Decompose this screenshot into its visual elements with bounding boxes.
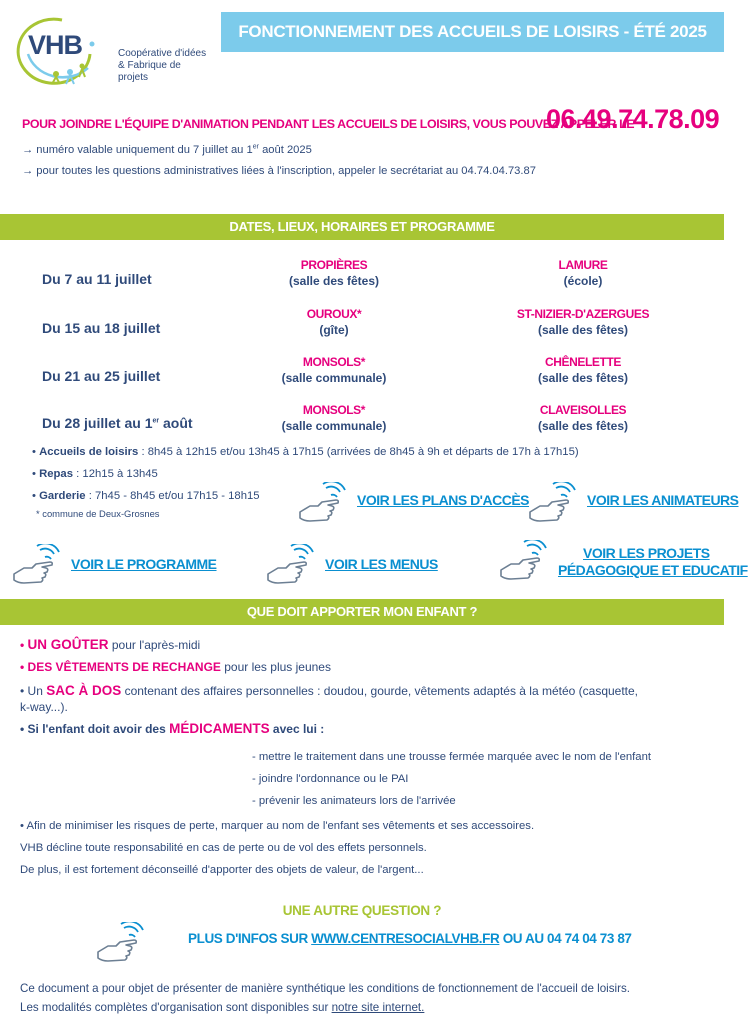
place-sub: (salle des fêtes)	[537, 371, 629, 385]
contact-text: POUR JOINDRE L'ÉQUIPE D'ANIMATION PENDANT LES ACCUEILS DE LOISIRS, VOUS POUVEZ APPELER LE	[22, 117, 635, 131]
place-sub: (salle communale)	[281, 419, 387, 433]
place-name: ST-NIZIER-D'AZERGUES	[516, 307, 650, 321]
place-sub: (salle communale)	[281, 371, 387, 385]
bring-text: pour l'après-midi	[108, 638, 201, 652]
link-programme[interactable]	[10, 544, 217, 586]
contact-note-validity	[22, 144, 312, 156]
bring-para-valeur: De plus, il est fortement déconseillé d'apporter des objets de valeur, de l'argent...	[20, 864, 424, 876]
more-info-suffix: OU AU 04 74 04 73 87	[499, 931, 632, 946]
link-programme-label[interactable]: VOIR LE PROGRAMME	[71, 556, 217, 572]
schedule-place-3b	[508, 355, 658, 387]
link-projets-label-line1[interactable]: VOIR LES PROJETS	[583, 545, 710, 561]
pointing-hand-icon	[526, 482, 584, 524]
place-name: CLAVEISOLLES	[539, 403, 627, 417]
more-info-prefix: PLUS D'INFOS SUR	[188, 931, 312, 946]
bring-highlight: MÉDICAMENTS	[169, 721, 270, 736]
date-end: août	[159, 415, 193, 431]
place-name: OUROUX*	[306, 307, 362, 321]
med-step-2: - joindre l'ordonnance ou le PAI	[252, 773, 409, 785]
note-validity-suffix: août 2025	[258, 144, 312, 156]
link-menus[interactable]	[264, 544, 438, 586]
schedule-place-2b	[508, 307, 658, 339]
bullet-accueils: • Accueils de loisirs : 8h45 à 12h15 et/ou 13h45 à 17h15 (arrivées de 8h45 à 9h et départs de 17h à 17h15)	[32, 446, 579, 458]
bring-prefix: Si l'enfant doit avoir des	[27, 722, 170, 736]
bring-item-medicaments: • Si l'enfant doit avoir des MÉDICAMENTS avec lui :	[20, 721, 325, 736]
schedule-date-3: Du 21 au 25 juillet	[42, 368, 161, 384]
date-sup: er	[152, 417, 160, 425]
med-step-3: - prévenir les animateurs lors de l'arrivée	[252, 795, 456, 807]
bullet-label: Garderie	[39, 490, 86, 502]
link-menus-label[interactable]: VOIR LES MENUS	[325, 556, 438, 572]
place-sub: (gîte)	[319, 323, 349, 337]
schedule-place-1b	[508, 258, 658, 290]
schedule-place-4a	[259, 403, 409, 435]
bullet-garderie: • Garderie : 7h45 - 8h45 et/ou 17h15 - 18h15	[32, 490, 260, 502]
schedule-place-1a	[259, 258, 409, 290]
schedule-date-1: Du 7 au 11 juillet	[42, 271, 152, 287]
pointing-hand-icon	[497, 540, 555, 582]
link-animateurs[interactable]	[526, 482, 739, 524]
bring-item-sac	[20, 683, 638, 698]
footer-site-link[interactable]: notre site internet.	[331, 1001, 425, 1014]
date-text: Du 28 juillet au 1	[42, 415, 153, 431]
link-projets-label-line2[interactable]: PÉDAGOGIQUE ET EDUCATIF	[558, 562, 748, 578]
schedule-date-2: Du 15 au 18 juillet	[42, 320, 161, 336]
place-name: LAMURE	[558, 258, 608, 272]
bring-item-sac-cont: k-way...).	[20, 700, 68, 714]
bring-highlight: SAC À DOS	[46, 683, 122, 698]
link-plans-acces[interactable]	[296, 482, 530, 524]
page-title: FONCTIONNEMENT DES ACCUEILS DE LOISIRS - ÉTÉ 2025	[238, 22, 707, 41]
bullet-label: Repas	[39, 468, 74, 480]
note-validity-sup: er	[252, 143, 259, 151]
vhb-logo	[18, 14, 208, 86]
pointing-hand-icon	[94, 922, 152, 964]
logo-tagline-line2: & Fabrique de projets	[118, 60, 181, 83]
med-step-1: - mettre le traitement dans une trousse fermée marquée avec le nom de l'enfant	[252, 751, 652, 763]
bring-item-vetements: • DES VÊTEMENTS DE RECHANGE pour les plus jeunes	[20, 660, 331, 674]
bring-highlight: UN GOÛTER	[27, 637, 109, 652]
pointing-hand-icon	[10, 544, 68, 586]
contact-note-admin: → pour toutes les questions administratives liées à l'inscription, appeler le secrétariat au 04.74.04.73.87	[22, 165, 536, 177]
bring-section-bar	[0, 599, 724, 625]
bring-text: pour les plus jeunes	[220, 660, 331, 674]
place-name: MONSOLS*	[302, 403, 366, 417]
bring-suffix: avec lui :	[269, 722, 325, 736]
bring-section-title: QUE DOIT APPORTER MON ENFANT ?	[246, 604, 478, 619]
schedule-footnote: * commune de Deux-Grosnes	[36, 508, 160, 519]
logo-tagline-line1: Coopérative d'idées	[118, 48, 207, 59]
schedule-section-title: DATES, LIEUX, HORAIRES ET PROGRAMME	[229, 219, 495, 234]
pointing-hand-icon	[296, 482, 354, 524]
bullet-text: : 12h15 à 13h45	[73, 468, 158, 480]
footer-line-1: Ce document a pour objet de présenter de manière synthétique les conditions de fonctionnement de l'accueil de loisirs.	[20, 982, 630, 995]
place-sub: (école)	[563, 274, 603, 288]
logo-brand: VHB	[28, 30, 83, 60]
bring-para-responsabilite: VHB décline toute responsabilité en cas de perte ou de vol des effets personnels.	[20, 842, 427, 854]
other-question-heading: UNE AUTRE QUESTION ?	[282, 903, 442, 918]
bring-para-perte: • Afin de minimiser les risques de perte, marquer au nom de l'enfant ses vêtements et ses accessoires.	[20, 820, 535, 832]
link-projets[interactable]	[497, 540, 748, 588]
schedule-section-bar	[0, 214, 724, 240]
place-sub: (salle des fêtes)	[537, 323, 629, 337]
bullet-repas: • Repas : 12h15 à 13h45	[32, 468, 158, 480]
schedule-date-4	[42, 415, 193, 431]
place-sub: (salle des fêtes)	[288, 274, 380, 288]
place-name: MONSOLS*	[302, 355, 366, 369]
more-info-line	[188, 931, 632, 946]
contact-phone: 06.49.74.78.09	[546, 104, 720, 134]
place-name: CHÊNELETTE	[544, 355, 621, 369]
bring-prefix: • Un	[20, 684, 47, 698]
link-animateurs-label[interactable]: VOIR LES ANIMATEURS	[587, 492, 739, 508]
logo-tagline	[118, 48, 208, 84]
bullet-text: : 8h45 à 12h15 et/ou 13h45 à 17h15 (arrivées de 8h45 à 9h et départs de 17h à 17h15)	[138, 446, 579, 458]
note-validity-prefix: → numéro valable uniquement du 7 juillet au 1	[22, 144, 253, 156]
bullet-text: : 7h45 - 8h45 et/ou 17h15 - 18h15	[85, 490, 260, 502]
bring-highlight: DES VÊTEMENTS DE RECHANGE	[27, 660, 221, 674]
bullet-label: Accueils de loisirs	[39, 446, 139, 458]
place-sub: (salle des fêtes)	[537, 419, 629, 433]
website-link[interactable]: WWW.CENTRESOCIALVHB.FR	[311, 931, 500, 946]
schedule-place-3a	[259, 355, 409, 387]
schedule-place-4b	[508, 403, 658, 435]
link-plans-acces-label[interactable]: VOIR LES PLANS D'ACCÈS	[357, 492, 530, 508]
bring-item-gouter: • UN GOÛTER pour l'après-midi	[20, 637, 201, 652]
footer-line-2	[20, 1001, 424, 1014]
footer-line-2-prefix: Les modalités complètes d'organisation sont disponibles sur	[20, 1001, 332, 1014]
pointing-hand-icon	[264, 544, 322, 586]
place-name: PROPIÈRES	[300, 258, 368, 272]
bring-text: contenant des affaires personnelles : doudou, gourde, vêtements adaptés à la météo (casquette,	[121, 684, 639, 698]
header-banner	[221, 12, 724, 52]
schedule-place-2a	[259, 307, 409, 339]
